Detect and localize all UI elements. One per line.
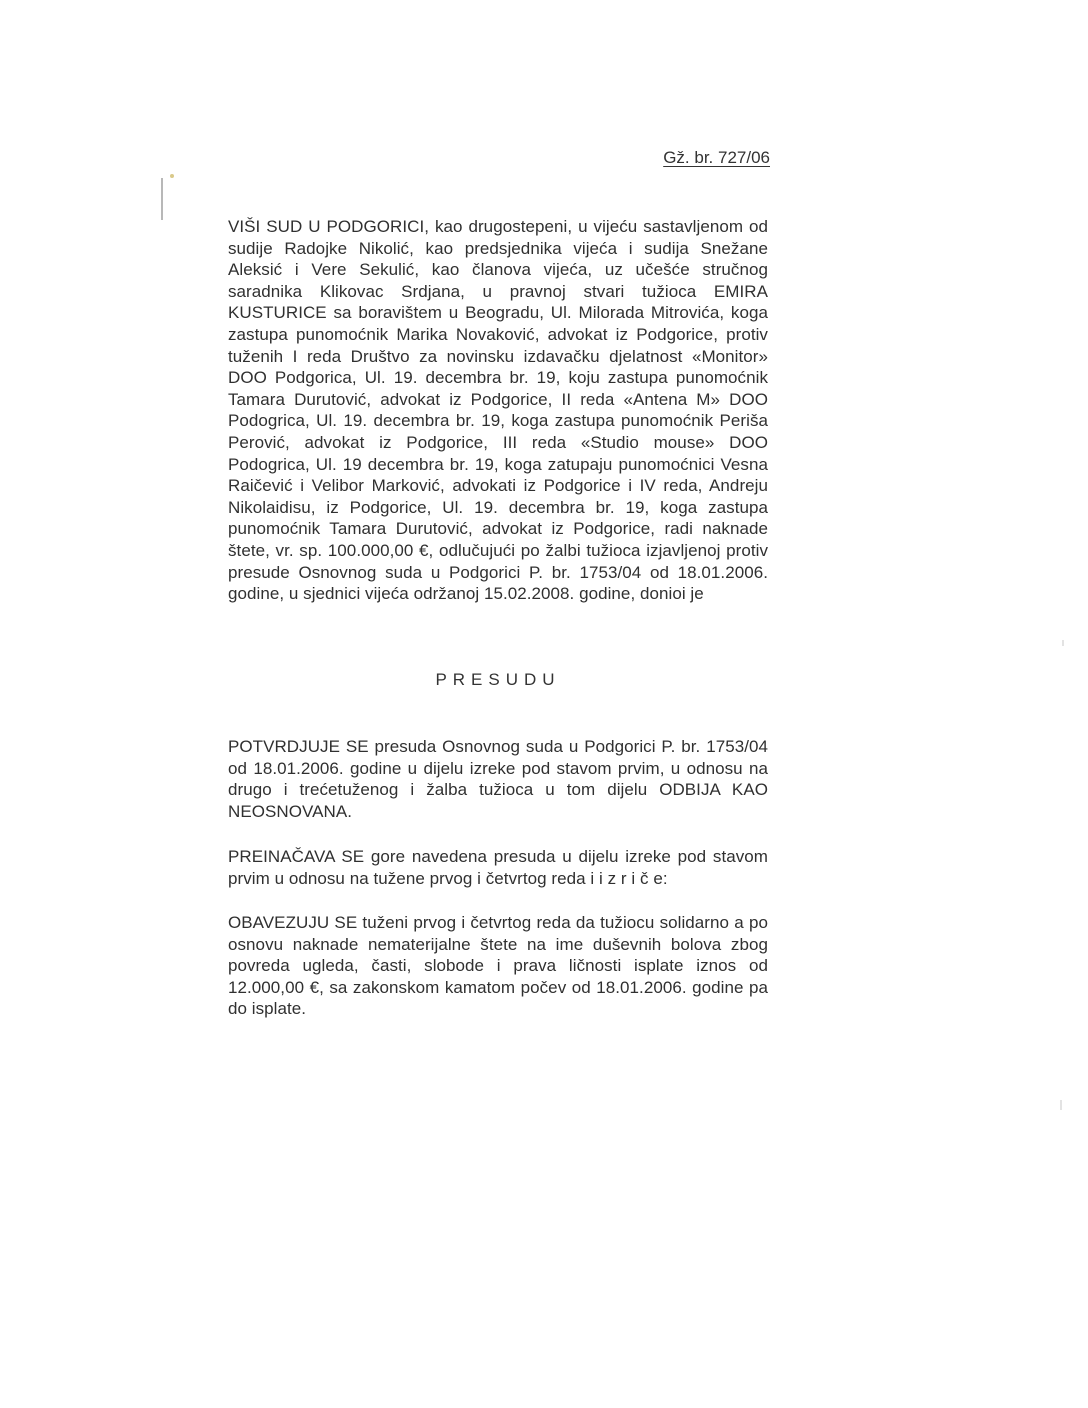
scan-speck: [1060, 1100, 1062, 1110]
scan-speck: [1062, 640, 1064, 646]
verdict-paragraph-confirm: POTVRDJUJE SE presuda Osnovnog suda u Podgorici P. br. 1753/04 od 18.01.2006. godine u dijelu izreke pod stavom prvim, u odnosu na drugo i trećetuženog i žalba tužioca u tom dijelu ODBIJA KAO NEOSNOVANA.: [228, 737, 768, 821]
margin-speck: [170, 174, 174, 178]
verdict-paragraph-amend: PREINAČAVA SE gore navedena presuda u dijelu izreke pod stavom prvim u odnosu na tužene prvog i četvrtog reda i i z r i č e:: [228, 847, 768, 888]
margin-pencil-mark: [161, 178, 163, 220]
intro-paragraph: VIŠI SUD U PODGORICI, kao drugostepeni, u vijeću sastavljenom od sudije Radojke Nikolić, kao predsjednika vijeća i sudija Snežane Aleksić i Vere Sekulić, kao članova vijeća, uz učešće stručnog saradnika Klikovac Srdjana, u pravnoj stvari tužioca EMIRA KUSTURICE sa boravištem u Beogradu, Ul. Milorada Mitrovića, koga zastupa punomoćnik Marika Novaković, advokat iz Podgorice, protiv tuženih I reda Društvo za novinsku izdavačku djelatnost «Monitor» DOO Podgorica, Ul. 19. decembra br. 19, koju zastupa punomoćnik Tamara Durutović, advokat iz Podgorice, II reda «Antena M» DOO Podogrica, Ul. 19. decembra br. 19, koga zastupa punomoćnik Periša Perović, advokat iz Podgorice, III reda «Studio mouse» DOO Podogrica, Ul. 19 decembra br. 19, koga zatupaju punomoćnici Vesna Raičević i Velibor Marković, advokati iz Podgorice i IV reda, Andreju Nikolaidisu, iz Podgorice, Ul. 19. decembra br. 19, koga zastupa punomoćnik Tamara Durutović, advokat iz Podgorice, radi naknade štete, vr. sp. 100.000,00 €, odlučujući po žalbi tužioca izjavljenoj protiv presude Osnovnog suda u Podgorici P. br. 1753/04 od 18.01.2006. godine, u sjednici vijeća održanoj 15.02.2008. godine, donioi je: [228, 217, 768, 604]
verdict-paragraph-obligation: OBAVEZUJU SE tuženi prvog i četvrtog reda da tužiocu solidarno a po osnovu naknade nematerijalne štete na ime duševnih bolova zbog povreda ugleda, časti, slobode i prava ličnosti isplate iznos od 12.000,00 €, sa zakonskom kamatom počev od 18.01.2006. godine pa do isplate.: [228, 913, 768, 1019]
verdict-heading: PRESUDU: [435, 670, 561, 689]
case-number: Gž. br. 727/06: [663, 148, 770, 167]
